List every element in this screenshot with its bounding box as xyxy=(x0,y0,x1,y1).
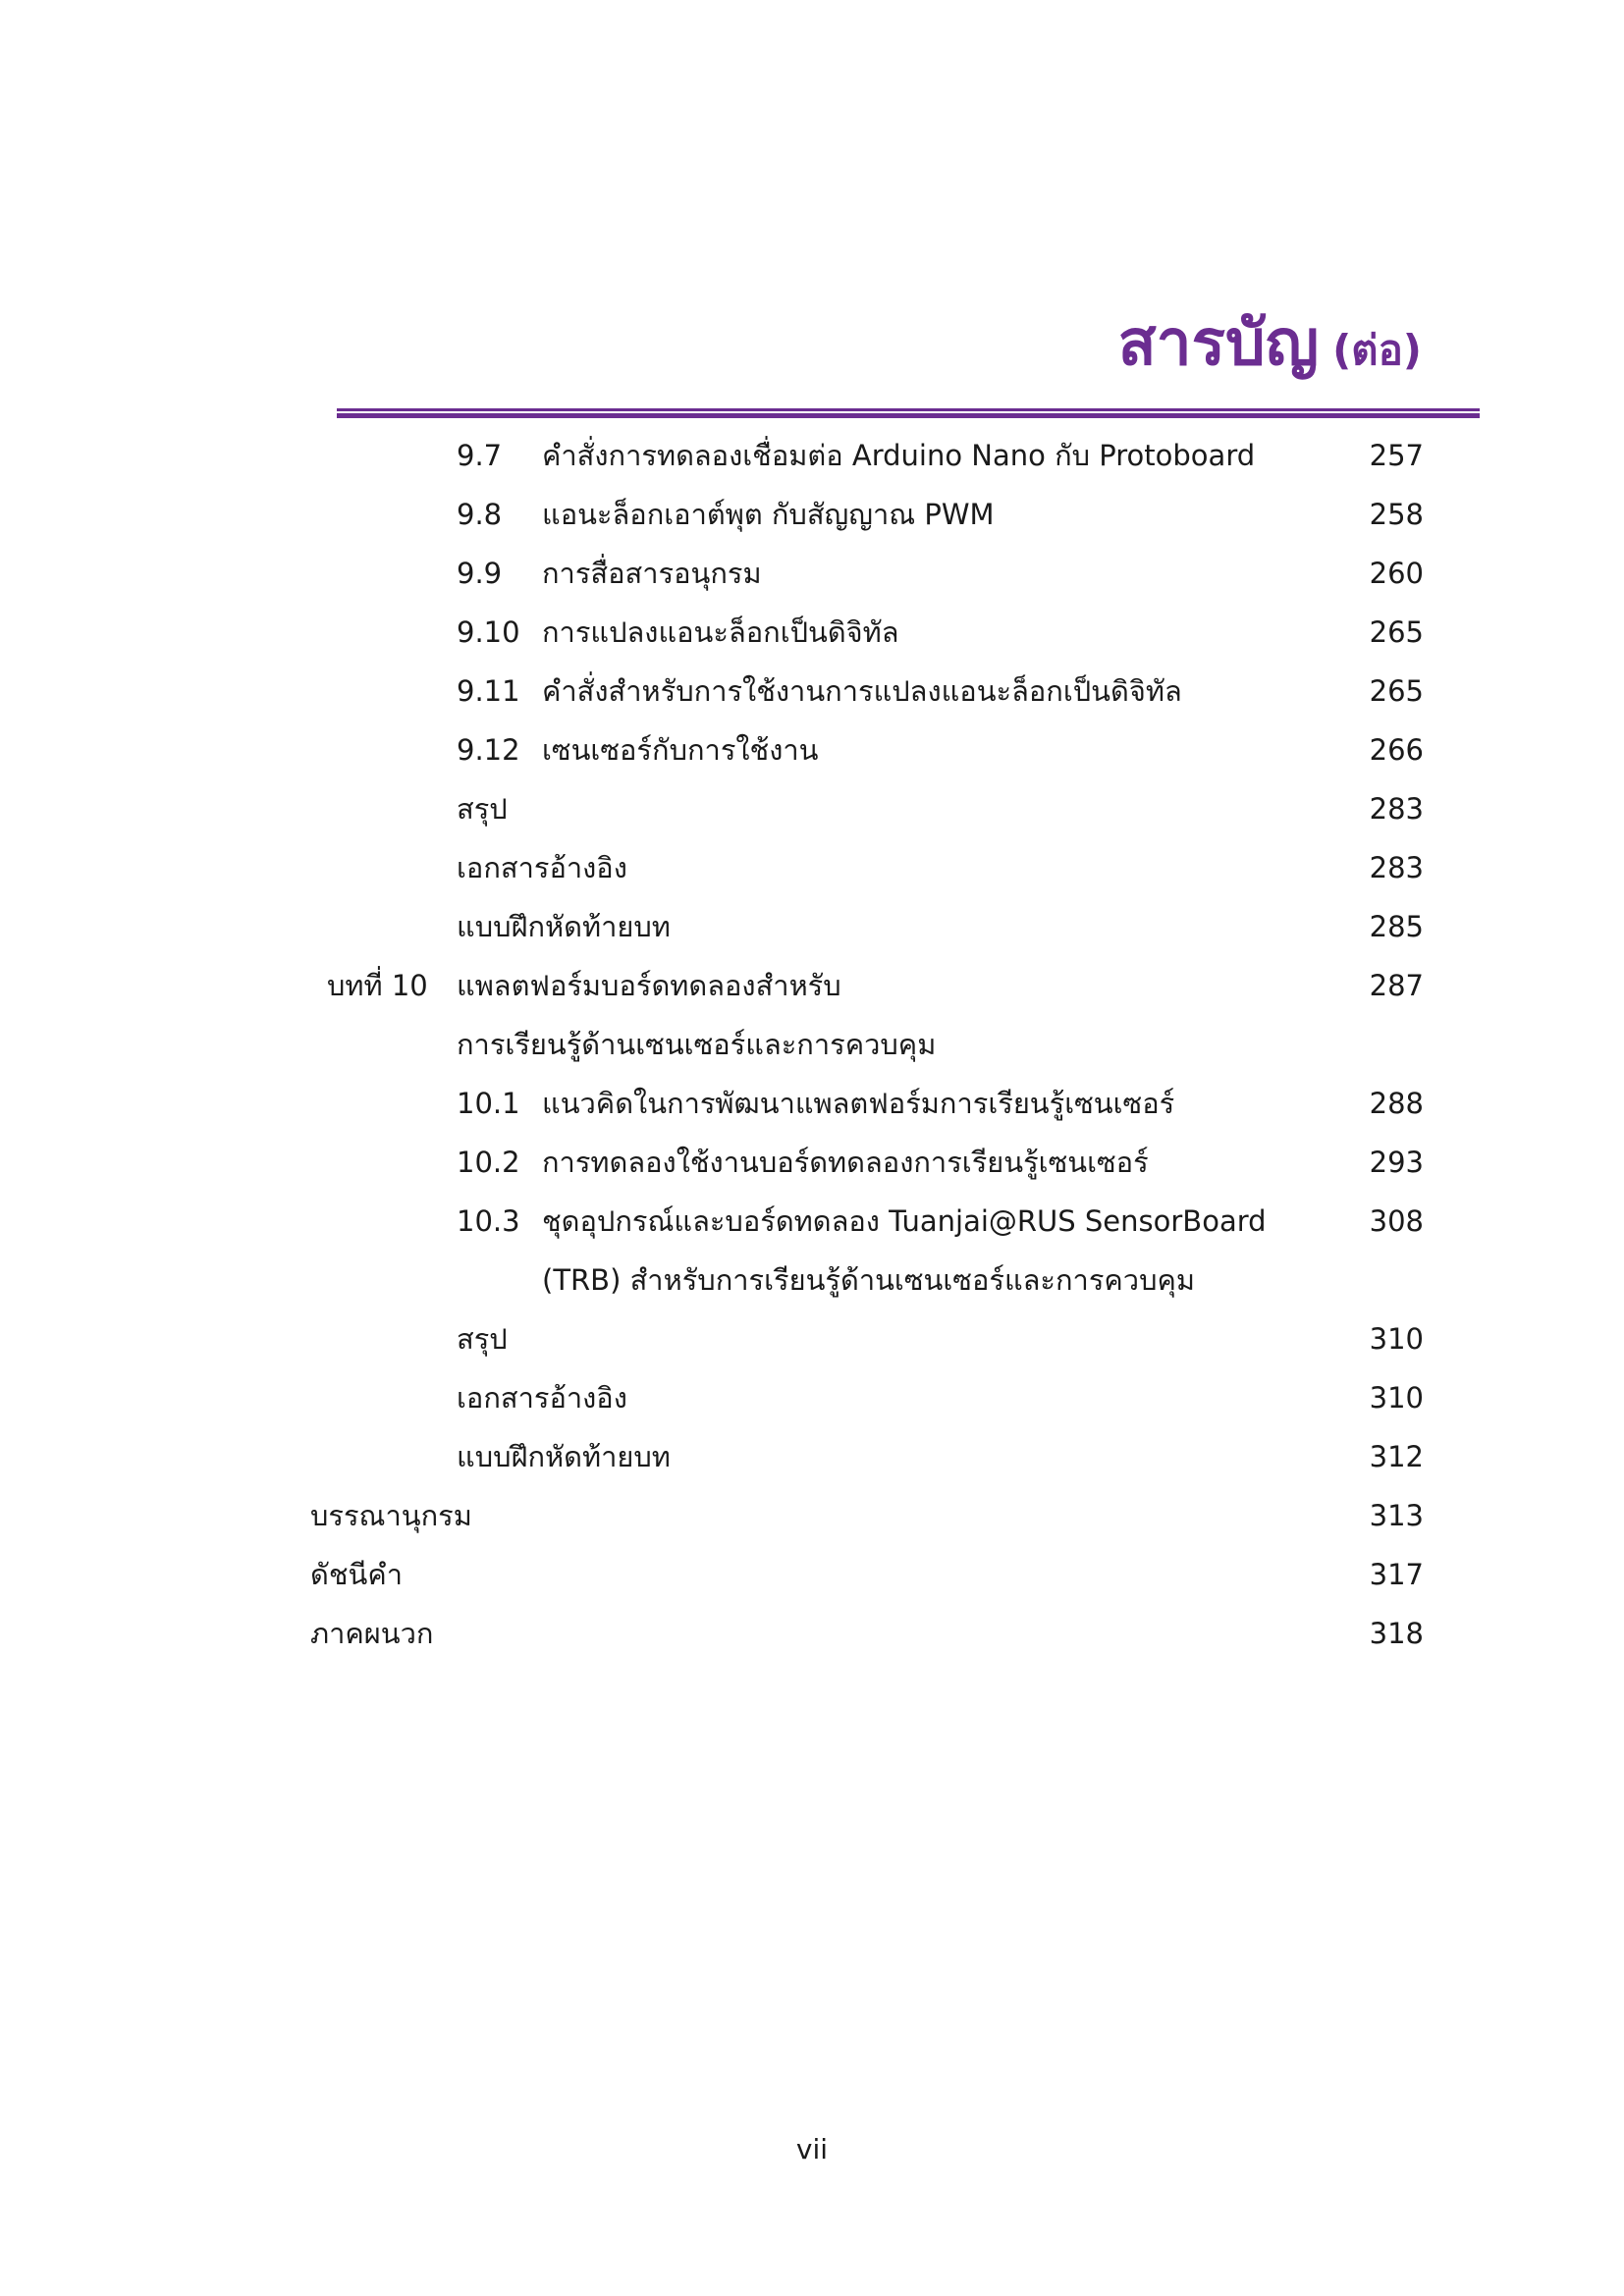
toc-entry-page: 283 xyxy=(1369,792,1424,826)
toc-entry-title: แอนะล็อกเอาต์พุต กับสัญญาณ PWM xyxy=(542,498,995,531)
toc-entry-title: ชุดอุปกรณ์และบอร์ดทดลอง Tuanjai@RUS SensorBoard xyxy=(542,1204,1267,1238)
toc-entry-page: 258 xyxy=(1369,498,1424,531)
toc-entry[interactable] xyxy=(0,426,1624,485)
title-sub: (ต่อ) xyxy=(1332,326,1422,374)
toc-entry-title: การทดลองใช้งานบอร์ดทดลองการเรียนรู้เซนเซอร์ xyxy=(542,1146,1149,1179)
toc-entry-page: 310 xyxy=(1369,1322,1424,1356)
toc-entry-page: 313 xyxy=(1369,1499,1424,1532)
toc-entry-number: 9.7 xyxy=(457,439,503,472)
toc-entry-page: 260 xyxy=(1369,557,1424,590)
toc-entry-page: 287 xyxy=(1369,969,1424,1002)
title-divider-thick xyxy=(337,413,1480,418)
toc-entry[interactable] xyxy=(0,1368,1624,1427)
toc-entry[interactable] xyxy=(0,897,1624,956)
toc-entry-title: เซนเซอร์กับการใช้งาน xyxy=(542,733,819,767)
toc-entry-page: 308 xyxy=(1369,1204,1424,1238)
toc-entry-continuation xyxy=(0,1251,1624,1309)
toc-entry[interactable] xyxy=(0,485,1624,544)
toc-entry-page: 265 xyxy=(1369,674,1424,708)
toc-entry-page: 265 xyxy=(1369,615,1424,649)
toc-entry[interactable] xyxy=(0,779,1624,838)
title-divider-thin xyxy=(337,408,1480,411)
toc-entry-page: 310 xyxy=(1369,1381,1424,1415)
toc-entry[interactable] xyxy=(0,1192,1624,1251)
toc-entry[interactable] xyxy=(0,838,1624,897)
toc-entry-page: 312 xyxy=(1369,1440,1424,1473)
toc-entry-number: 10.1 xyxy=(457,1087,520,1120)
toc-entry-page: 317 xyxy=(1369,1558,1424,1591)
toc-entry-title: คำสั่งสำหรับการใช้งานการแปลงแอนะล็อกเป็นดิจิทัล xyxy=(542,674,1182,708)
toc-entry-page: 283 xyxy=(1369,851,1424,884)
toc-entry[interactable] xyxy=(0,1133,1624,1192)
toc-entry-title: แบบฝึกหัดท้ายบท xyxy=(457,1440,671,1473)
toc-chapter-label: บทที่ 10 xyxy=(327,969,428,1002)
toc-entry-title: บรรณานุกรม xyxy=(310,1499,472,1532)
toc-entry-continuation xyxy=(0,1015,1624,1074)
toc-entry-number: 9.8 xyxy=(457,498,503,531)
toc-entry-title: เอกสารอ้างอิง xyxy=(457,1381,627,1415)
toc-entry-number: 10.3 xyxy=(457,1204,520,1238)
toc-entry[interactable] xyxy=(0,1074,1624,1133)
toc-entry-title: แบบฝึกหัดท้ายบท xyxy=(457,910,671,943)
toc-entry-page: 266 xyxy=(1369,733,1424,767)
toc-entry-number: 9.10 xyxy=(457,615,520,649)
toc-entry[interactable] xyxy=(0,721,1624,779)
toc-entry[interactable] xyxy=(0,1486,1624,1545)
toc-entry-page: 257 xyxy=(1369,439,1424,472)
toc-entry-title: ภาคผนวก xyxy=(310,1617,434,1650)
toc-entry[interactable] xyxy=(0,1427,1624,1486)
toc-chapter-entry[interactable] xyxy=(0,956,1624,1015)
title-main: สารบัญ xyxy=(1117,307,1320,380)
toc-entry[interactable] xyxy=(0,1545,1624,1604)
toc-entry-title: คำสั่งการทดลองเชื่อมต่อ Arduino Nano กับ Protoboard xyxy=(542,439,1256,472)
toc-entry[interactable] xyxy=(0,544,1624,603)
toc-entry-title: (TRB) สำหรับการเรียนรู้ด้านเซนเซอร์และการควบคุม xyxy=(542,1263,1196,1297)
toc-entry-title: แนวคิดในการพัฒนาแพลตฟอร์มการเรียนรู้เซนเซอร์ xyxy=(542,1087,1175,1120)
toc-entry-title: การแปลงแอนะล็อกเป็นดิจิทัล xyxy=(542,615,899,649)
toc-entry-number: 9.12 xyxy=(457,733,520,767)
page-number-footer: vii xyxy=(795,2133,829,2165)
toc-entry[interactable] xyxy=(0,1604,1624,1663)
toc-entry-number: 9.9 xyxy=(457,557,503,590)
toc-entry[interactable] xyxy=(0,603,1624,662)
toc-entry-title: การสื่อสารอนุกรม xyxy=(542,557,762,590)
toc-entry-title: การเรียนรู้ด้านเซนเซอร์และการควบคุม xyxy=(457,1028,937,1061)
toc-entry-page: 293 xyxy=(1369,1146,1424,1179)
toc-entry-page: 318 xyxy=(1369,1617,1424,1650)
page-title xyxy=(1117,307,1422,380)
toc-entry-page: 285 xyxy=(1369,910,1424,943)
toc-entry-number: 10.2 xyxy=(457,1146,520,1179)
toc-entry[interactable] xyxy=(0,1309,1624,1368)
toc-entry-title: แพลตฟอร์มบอร์ดทดลองสำหรับ xyxy=(457,969,841,1002)
toc-entry-title: เอกสารอ้างอิง xyxy=(457,851,627,884)
toc-entry-number: 9.11 xyxy=(457,674,520,708)
toc-entry[interactable] xyxy=(0,662,1624,721)
toc-entry-title: สรุป xyxy=(457,792,508,826)
toc-entry-page: 288 xyxy=(1369,1087,1424,1120)
toc-entry-title: สรุป xyxy=(457,1322,508,1356)
toc-entry-title: ดัชนีคำ xyxy=(310,1558,404,1591)
